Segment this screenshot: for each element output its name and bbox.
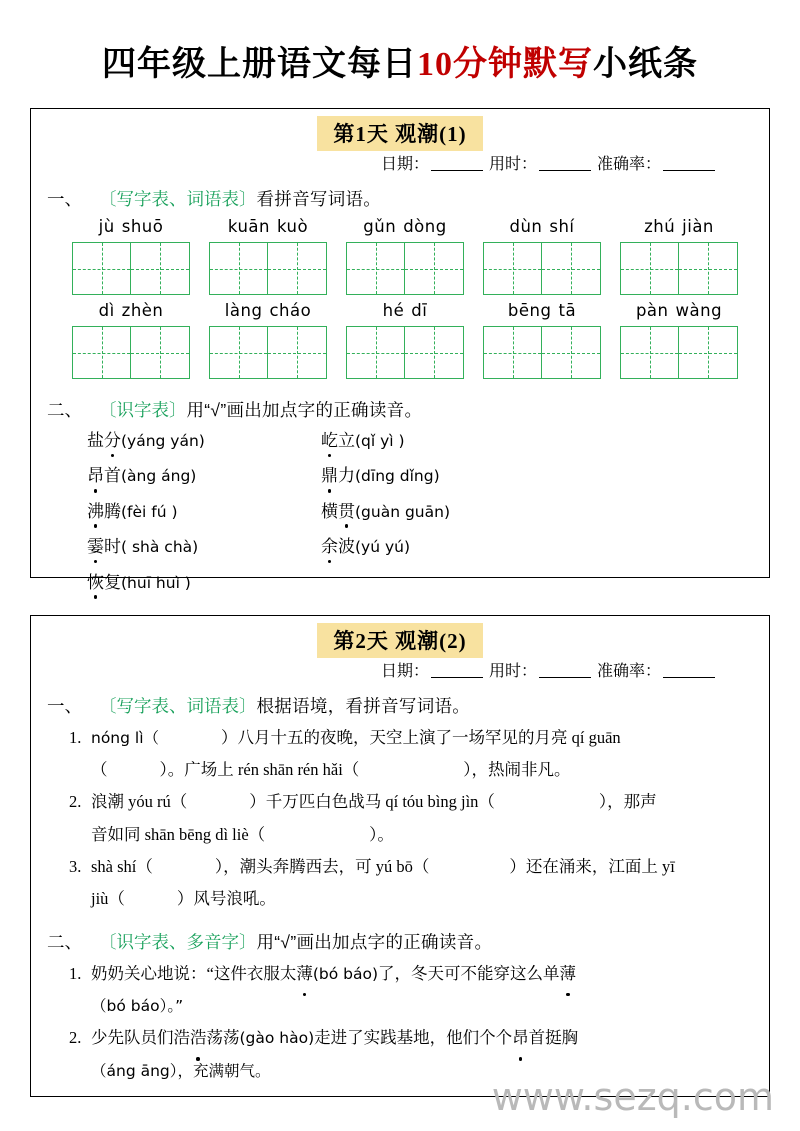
date-blank[interactable] xyxy=(431,170,483,171)
word-cell xyxy=(69,301,193,379)
choice-item[interactable]: 余波(yú yú) xyxy=(321,537,411,557)
word-cell xyxy=(343,217,467,295)
day2-choice-list xyxy=(31,958,769,1087)
pinyin-label: bēng tā xyxy=(507,301,577,320)
choice-item[interactable]: 恢复(huī huì ) xyxy=(87,572,191,592)
accuracy-label: 准确率： xyxy=(596,663,661,680)
day1-section2-heading xyxy=(31,397,769,422)
fill-question-cont[interactable] xyxy=(69,819,745,851)
tianzige-grid[interactable] xyxy=(72,242,190,295)
question-text: ）。 xyxy=(369,824,394,844)
question-text: 了，冬天可不能穿这么单 xyxy=(378,964,560,984)
pinyin-label: làng cháo xyxy=(224,301,312,320)
section-tag: 〔写字表、词语表〕 xyxy=(99,696,257,716)
date-label: 日期： xyxy=(380,156,429,173)
choice-item[interactable]: 盐分(yáng yán) xyxy=(87,431,205,450)
pinyin-options[interactable]: (bó báo) xyxy=(312,965,378,984)
worksheet-card-day2 xyxy=(30,615,770,1097)
section-instruction: 根据语境，看拼音写词语。 xyxy=(256,696,471,716)
day1-header xyxy=(31,109,769,147)
date-blank[interactable] xyxy=(431,677,483,678)
day2-section2-heading xyxy=(31,929,769,954)
choice-item[interactable]: 鼎力(dīng dǐng) xyxy=(321,466,440,486)
section-instruction: 用“√”画出加点字的正确读音。 xyxy=(186,400,423,420)
tianzige-grid[interactable] xyxy=(483,242,601,295)
word-cell xyxy=(617,301,741,379)
question-text: ）千万匹白色战马 qí tóu bìng jìn（ xyxy=(249,792,495,812)
pinyin-label: gǔn dòng xyxy=(363,217,447,236)
time-blank[interactable] xyxy=(539,170,591,171)
question-text: ）。广场上 rén shān rén hǎi（ xyxy=(159,760,360,780)
question-index: 1. xyxy=(69,728,82,747)
dotted-char: 薄 xyxy=(296,958,313,990)
choice-item[interactable]: 沸腾(fèi fú ) xyxy=(87,501,178,521)
day1-section1-heading xyxy=(31,186,769,211)
pinyin-options[interactable]: （bó báo）。” xyxy=(91,997,184,1016)
question-text: 奶奶关心地说：“这件衣服太 xyxy=(91,964,297,984)
word-cell xyxy=(480,217,604,295)
day1-pinyin-row-1 xyxy=(31,217,769,295)
tianzige-grid[interactable] xyxy=(72,326,190,379)
accuracy-label: 准确率： xyxy=(596,156,661,173)
dotted-char: 沸 xyxy=(87,501,104,521)
dotted-char: 分 xyxy=(104,431,121,450)
dotted-char: 浩 xyxy=(190,1022,207,1054)
section-tag: 〔写字表、词语表〕 xyxy=(99,189,257,209)
dotted-char: 恢 xyxy=(87,572,104,592)
fill-question-cont[interactable] xyxy=(69,883,745,915)
pinyin-options[interactable]: (gào hào) xyxy=(239,1029,315,1048)
day1-choice-grid xyxy=(31,430,769,607)
day1-meta-line xyxy=(31,151,769,174)
page-title-part2: 小纸条 xyxy=(593,46,698,83)
page-title-part1: 四年级上册语文每日 xyxy=(102,46,417,83)
pinyin-label: jù shuō xyxy=(98,217,164,236)
dotted-char: 余 xyxy=(321,537,338,557)
pinyin-label: pàn wàng xyxy=(635,301,723,320)
question-text: nóng lì（ xyxy=(91,729,160,747)
tianzige-grid[interactable] xyxy=(346,326,464,379)
day2-header xyxy=(31,616,769,654)
question-text: 首挺胸 xyxy=(528,1028,579,1048)
section-number: 一、 xyxy=(47,696,82,716)
question-text: 走进了实践基地，他们个个 xyxy=(314,1028,513,1048)
question-text: （ xyxy=(91,760,108,780)
question-index: 3. xyxy=(69,856,82,876)
dotted-char: 鼎 xyxy=(321,466,338,486)
day2-section1-heading xyxy=(31,693,769,718)
day1-badge: 第1天 观潮(1) xyxy=(317,116,482,151)
page-title-accent: 10分钟默写 xyxy=(417,46,593,83)
section-number: 二、 xyxy=(47,400,82,420)
question-index: 2. xyxy=(69,1028,82,1048)
question-index: 1. xyxy=(69,964,82,984)
tianzige-grid[interactable] xyxy=(620,242,738,295)
choice-question-cont[interactable] xyxy=(69,990,745,1022)
section-tag: 〔识字表〕 xyxy=(99,400,187,420)
tianzige-grid[interactable] xyxy=(209,242,327,295)
word-cell xyxy=(617,217,741,295)
dotted-char: 贯 xyxy=(338,501,355,521)
question-text: ），那声 xyxy=(598,792,657,812)
dotted-char: 屹 xyxy=(321,431,338,450)
choice-question[interactable] xyxy=(69,958,745,990)
question-text: 荡荡 xyxy=(206,1028,240,1048)
pinyin-label: dì zhèn xyxy=(98,301,164,320)
question-text: ）还在涌来，江面上 yī xyxy=(509,856,675,876)
watermark: www.sezq.com xyxy=(491,1075,774,1119)
choice-item[interactable]: 霎时( shà chà) xyxy=(87,537,199,557)
section-number: 二、 xyxy=(47,932,82,953)
dotted-char: 霎 xyxy=(87,537,104,557)
pinyin-label: hé dī xyxy=(382,301,428,320)
question-index: 2. xyxy=(69,792,82,812)
section-tag: 〔识字表、多音字〕 xyxy=(99,932,257,953)
choice-item[interactable]: 昂首(àng áng) xyxy=(87,466,197,486)
fill-question[interactable] xyxy=(69,722,745,754)
time-blank[interactable] xyxy=(539,677,591,678)
question-text: 浪潮 yóu rú（ xyxy=(91,792,188,812)
fill-question[interactable] xyxy=(69,851,745,883)
section-instruction: 看拼音写词语。 xyxy=(256,189,382,209)
pinyin-options[interactable]: （áng āng），充满朝气。 xyxy=(91,1061,271,1080)
tianzige-grid[interactable] xyxy=(620,326,738,379)
page-title xyxy=(0,0,800,83)
day2-question-list xyxy=(31,722,769,915)
pinyin-label: zhú jiàn xyxy=(644,217,714,236)
date-label: 日期： xyxy=(380,663,429,680)
question-text: shà shí（ xyxy=(91,856,153,876)
day2-meta-line xyxy=(31,658,769,681)
word-cell xyxy=(343,301,467,379)
accuracy-blank[interactable] xyxy=(663,170,715,171)
word-cell xyxy=(206,217,330,295)
section-instruction: 用“√”画出加点字的正确读音。 xyxy=(256,932,493,953)
choice-item[interactable]: 横贯(guàn guān) xyxy=(321,501,450,521)
time-label: 用时： xyxy=(488,663,537,680)
tianzige-grid[interactable] xyxy=(346,242,464,295)
word-cell xyxy=(69,217,193,295)
dotted-char: 昂 xyxy=(87,466,104,486)
tianzige-grid[interactable] xyxy=(483,326,601,379)
choice-item[interactable]: 屹立(qǐ yì ) xyxy=(321,431,405,450)
fill-question[interactable] xyxy=(69,786,745,818)
question-text: 少先队员们浩 xyxy=(91,1028,190,1048)
question-text: jiù（ xyxy=(91,888,125,908)
dotted-char: 薄 xyxy=(560,958,577,990)
question-text: ）风号浪吼。 xyxy=(176,888,276,908)
question-text: ），潮头奔腾西去，可 yú bō（ xyxy=(214,856,430,876)
question-text: ）八月十五的夜晚，天空上演了一场罕见的月亮 qí guān xyxy=(221,728,621,747)
accuracy-blank[interactable] xyxy=(663,677,715,678)
day1-pinyin-row-2 xyxy=(31,301,769,379)
fill-question-cont[interactable] xyxy=(69,754,745,786)
pinyin-label: kuān kuò xyxy=(227,217,309,236)
word-cell xyxy=(480,301,604,379)
day2-badge: 第2天 观潮(2) xyxy=(317,623,482,658)
pinyin-label: dùn shí xyxy=(509,217,575,236)
worksheet-card-day1 xyxy=(30,108,770,592)
section-number: 一、 xyxy=(47,189,82,209)
choice-question[interactable] xyxy=(69,1022,745,1054)
dotted-char: 昂 xyxy=(512,1022,529,1054)
question-text: ），热闹非凡。 xyxy=(463,760,571,780)
tianzige-grid[interactable] xyxy=(209,326,327,379)
word-cell xyxy=(206,301,330,379)
time-label: 用时： xyxy=(488,156,537,173)
question-text: 音如同 shān bēng dì liè（ xyxy=(91,824,266,844)
